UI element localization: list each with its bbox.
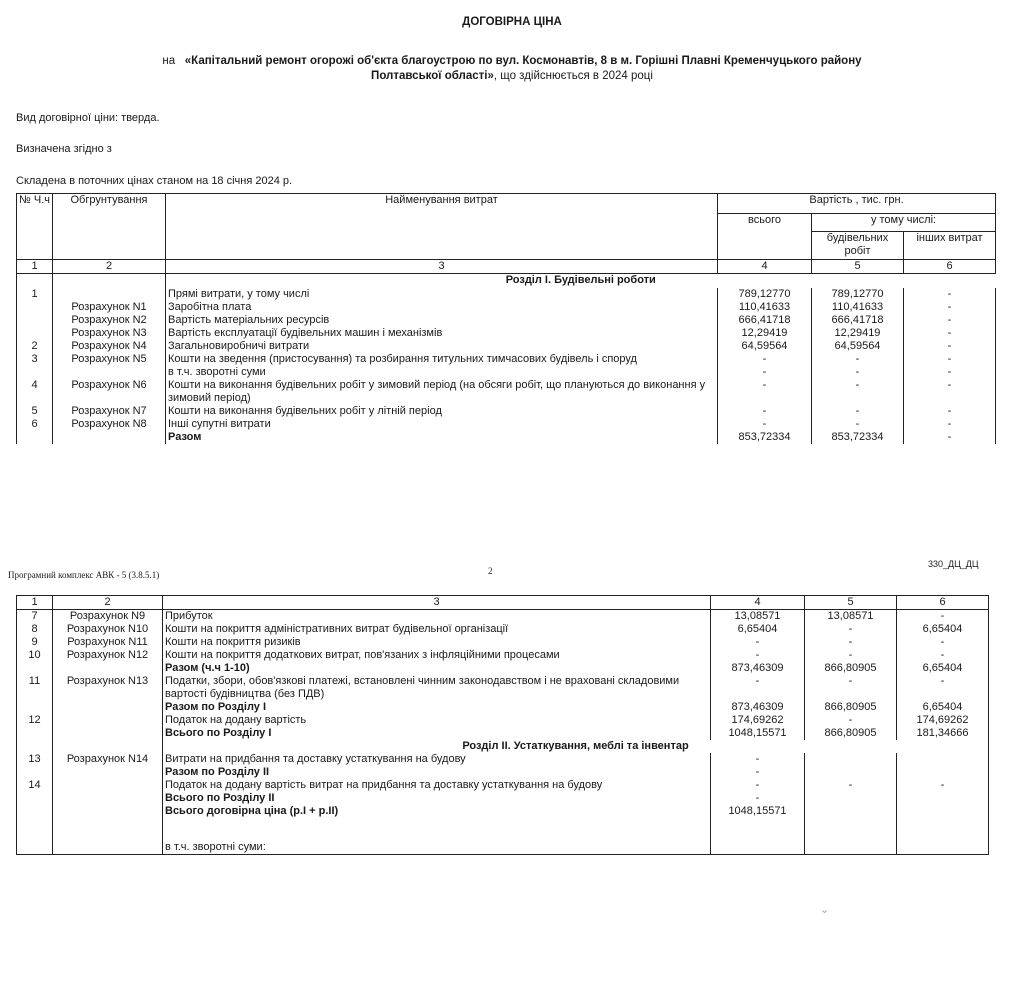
row-total: - (711, 753, 805, 766)
header-name: Найменування витрат (166, 194, 718, 260)
row-basis (53, 805, 163, 818)
row-construction: 13,08571 (805, 610, 897, 624)
row-other: - (904, 327, 996, 340)
row-total (711, 818, 805, 854)
row-other (897, 792, 989, 805)
row-construction: - (805, 779, 897, 792)
row-construction: - (805, 714, 897, 727)
row-total: - (718, 353, 812, 366)
row-basis (53, 366, 166, 379)
row-other: - (904, 301, 996, 314)
row-other (897, 766, 989, 779)
table-row (17, 379, 996, 405)
row-name: Заробітна плата (166, 301, 718, 314)
table-row (17, 340, 996, 353)
cost-table-part1 (16, 193, 996, 444)
row-basis (53, 662, 163, 675)
table-row (17, 327, 996, 340)
row-number (17, 792, 53, 805)
row-other (897, 753, 989, 766)
row-name: Податки, збори, обов'язкові платежі, встановлені чинним законодавством і не враховані складовими вартості будівництва (без ПДВ) (163, 675, 711, 701)
row-construction: 110,41633 (812, 301, 904, 314)
row-construction: - (805, 623, 897, 636)
row-name: Разом по Розділу II (163, 766, 711, 779)
row-construction (805, 818, 897, 854)
row-construction (805, 766, 897, 779)
header-basis: Обгрунтування (53, 194, 166, 260)
row-number (17, 727, 53, 740)
row-other (897, 818, 989, 854)
row-other: - (897, 675, 989, 701)
row-construction: 866,80905 (805, 701, 897, 714)
row-basis: Розрахунок N11 (53, 636, 163, 649)
row-basis (53, 766, 163, 779)
table-row (17, 662, 989, 675)
row-number: 9 (17, 636, 53, 649)
row-name: Разом (166, 431, 718, 444)
document-title: ДОГОВІРНА ЦІНА (462, 16, 562, 28)
row-total: - (711, 792, 805, 805)
row-basis (53, 792, 163, 805)
row-name: в т.ч. зворотні суми (166, 366, 718, 379)
row-construction: 666,41718 (812, 314, 904, 327)
row-number: 14 (17, 779, 53, 792)
header-total: всього (718, 214, 812, 260)
subtitle-suffix: , що здійснюється в 2024 році (493, 70, 653, 82)
row-construction: 64,59564 (812, 340, 904, 353)
row-total: 853,72334 (718, 431, 812, 444)
row-other: - (904, 366, 996, 379)
row-construction: - (812, 418, 904, 431)
row-other: - (897, 636, 989, 649)
row-basis: Розрахунок N6 (53, 379, 166, 405)
table-row (17, 431, 996, 444)
row-basis: Розрахунок N2 (53, 314, 166, 327)
row-other: - (904, 340, 996, 353)
table-row (17, 301, 996, 314)
row-basis: Розрахунок N9 (53, 610, 163, 624)
row-total: 873,46309 (711, 701, 805, 714)
row-total: 64,59564 (718, 340, 812, 353)
table-row (17, 636, 989, 649)
table-row (17, 727, 989, 740)
price-type: Вид договірної ціни: тверда. (16, 112, 160, 124)
row-name: Кошти на виконання будівельних робіт у літній період (166, 405, 718, 418)
row-construction: 866,80905 (805, 727, 897, 740)
table-row (17, 366, 996, 379)
row-number (17, 805, 53, 818)
compiled-date: Складена в поточних цінах станом на 18 січня 2024 р. (16, 175, 293, 187)
row-construction (805, 753, 897, 766)
subtitle-object-line1: «Капітальний ремонт огорожі об'єкта благоустрою по вул. Космонавтів, 8 в м. Горішні Плавні Кременчуцького району (184, 55, 862, 67)
row-basis: Розрахунок N10 (53, 623, 163, 636)
row-total: - (711, 636, 805, 649)
section-2-title: Розділ II. Устаткування, меблі та інвентар (163, 740, 989, 753)
row-total: - (711, 649, 805, 662)
row-construction: 866,80905 (805, 662, 897, 675)
row-construction: - (812, 405, 904, 418)
row-total: 666,41718 (718, 314, 812, 327)
cost-table-part2 (16, 595, 989, 855)
row-number (17, 701, 53, 714)
row-other: 174,69262 (897, 714, 989, 727)
row-basis (53, 288, 166, 301)
row-total: - (718, 418, 812, 431)
table-row (17, 714, 989, 727)
row-construction (805, 805, 897, 818)
table-row (17, 418, 996, 431)
table-row (17, 623, 989, 636)
row-construction: 789,12770 (812, 288, 904, 301)
row-construction: - (805, 636, 897, 649)
row-number: 13 (17, 753, 53, 766)
header-other: інших витрат (904, 232, 996, 260)
row-basis (53, 431, 166, 444)
row-number: 12 (17, 714, 53, 727)
row-total: 1048,15571 (711, 727, 805, 740)
row-basis (53, 701, 163, 714)
col-number-5: 5 (812, 260, 904, 274)
row-basis: Розрахунок N4 (53, 340, 166, 353)
row-number: 8 (17, 623, 53, 636)
header-construction: будівельних робіт (812, 232, 904, 260)
row-other: 6,65404 (897, 701, 989, 714)
table-row (17, 610, 989, 624)
header-incl: у тому числі: (812, 214, 996, 232)
row-name: Податок на додану вартість (163, 714, 711, 727)
row-construction: - (812, 366, 904, 379)
table-row (17, 701, 989, 714)
determined-by: Визначена згідно з (16, 143, 112, 155)
row-total: - (711, 766, 805, 779)
row-other: - (904, 314, 996, 327)
row-total: - (711, 675, 805, 701)
table-row (17, 779, 989, 792)
table-row (17, 675, 989, 701)
section-1-title: Розділ I. Будівельні роботи (166, 274, 996, 288)
row-construction: 853,72334 (812, 431, 904, 444)
row-name: Всього по Розділу II (163, 792, 711, 805)
row-basis: Розрахунок N5 (53, 353, 166, 366)
row-total: 13,08571 (711, 610, 805, 624)
row-other: - (897, 779, 989, 792)
row-number (17, 366, 53, 379)
row-name: Прямі витрати, у тому числі (166, 288, 718, 301)
row-basis: Розрахунок N7 (53, 405, 166, 418)
row-total: - (718, 366, 812, 379)
row-name: Разом (ч.ч 1-10) (163, 662, 711, 675)
row-number: 3 (17, 353, 53, 366)
table-row (17, 805, 989, 818)
table-row (17, 792, 989, 805)
col-number-4-p2: 4 (711, 596, 805, 610)
row-construction (805, 792, 897, 805)
row-total: 6,65404 (711, 623, 805, 636)
document-code: 330_ДЦ_ДЦ (928, 559, 979, 569)
row-name: Кошти на зведення (пристосування) та розбирання титульних тимчасових будівель і споруд (166, 353, 718, 366)
row-construction: - (812, 353, 904, 366)
table-row (17, 753, 989, 766)
row-number (17, 314, 53, 327)
table-row (17, 818, 989, 854)
row-other: - (904, 288, 996, 301)
col-number-4: 4 (718, 260, 812, 274)
row-name: Прибуток (163, 610, 711, 624)
row-basis: Розрахунок N12 (53, 649, 163, 662)
subtitle-object-line2: Полтавської області» (371, 70, 494, 82)
col-number-3: 3 (166, 260, 718, 274)
row-other: - (904, 353, 996, 366)
row-total: - (718, 405, 812, 418)
row-name: Всього по Розділу I (163, 727, 711, 740)
row-name: Кошти на покриття адміністративних витрат будівельної організації (163, 623, 711, 636)
row-name: Інші супутні витрати (166, 418, 718, 431)
row-basis: Розрахунок N1 (53, 301, 166, 314)
row-basis: Розрахунок N8 (53, 418, 166, 431)
table-row (17, 405, 996, 418)
row-basis: Розрахунок N13 (53, 675, 163, 701)
row-total: - (711, 779, 805, 792)
col-number-1: 1 (17, 260, 53, 274)
row-total: 1048,15571 (711, 805, 805, 818)
row-name: Загальновиробничі витрати (166, 340, 718, 353)
table-row (17, 314, 996, 327)
col-number-5-p2: 5 (805, 596, 897, 610)
header-cost: Вартість , тис. грн. (718, 194, 996, 214)
row-basis (53, 779, 163, 792)
row-number: 7 (17, 610, 53, 624)
row-other: - (897, 610, 989, 624)
page-number: 2 (488, 566, 493, 576)
row-basis: Розрахунок N14 (53, 753, 163, 766)
row-other: - (904, 405, 996, 418)
row-number (17, 327, 53, 340)
row-number (17, 301, 53, 314)
row-other: - (904, 418, 996, 431)
row-other: - (904, 379, 996, 405)
subtitle-prefix: на (162, 55, 176, 67)
document-subtitle (0, 54, 1024, 84)
row-construction: 12,29419 (812, 327, 904, 340)
row-total: 174,69262 (711, 714, 805, 727)
row-number: 2 (17, 340, 53, 353)
row-number: 1 (17, 288, 53, 301)
row-number: 5 (17, 405, 53, 418)
row-name: Витрати на придбання та доставку устаткування на будову (163, 753, 711, 766)
row-name: Всього договірна ціна (р.I + р.II) (163, 805, 711, 818)
col-number-3-p2: 3 (163, 596, 711, 610)
row-total: 873,46309 (711, 662, 805, 675)
table-row (17, 353, 996, 366)
row-basis (53, 714, 163, 727)
row-number (17, 818, 53, 854)
row-construction: - (812, 379, 904, 405)
row-construction: - (805, 649, 897, 662)
table-row (17, 766, 989, 779)
row-name: Кошти на покриття додаткових витрат, пов'язаних з інфляційними процесами (163, 649, 711, 662)
row-name: Вартість експлуатації будівельних машин і механізмів (166, 327, 718, 340)
row-number: 4 (17, 379, 53, 405)
pen-mark: ⌄ (820, 904, 830, 916)
row-basis: Розрахунок N3 (53, 327, 166, 340)
row-other (897, 805, 989, 818)
row-name: Кошти на виконання будівельних робіт у зимовий період (на обсяги робіт, що плануються до виконання у зимовий період) (166, 379, 718, 405)
col-number-2: 2 (53, 260, 166, 274)
row-other: 6,65404 (897, 662, 989, 675)
row-total: 789,12770 (718, 288, 812, 301)
table-row (17, 649, 989, 662)
row-other: 6,65404 (897, 623, 989, 636)
row-name: в т.ч. зворотні суми: (163, 818, 711, 854)
row-total: 110,41633 (718, 301, 812, 314)
row-basis (53, 727, 163, 740)
row-number: 6 (17, 418, 53, 431)
program-info: Програмний комплекс АВК - 5 (3.8.5.1) (8, 570, 160, 580)
col-number-1-p2: 1 (17, 596, 53, 610)
row-number: 10 (17, 649, 53, 662)
row-basis (53, 818, 163, 854)
row-other: - (897, 649, 989, 662)
row-total: 12,29419 (718, 327, 812, 340)
header-number: № Ч.ч (17, 194, 53, 260)
row-number (17, 766, 53, 779)
row-number (17, 431, 53, 444)
col-number-2-p2: 2 (53, 596, 163, 610)
row-name: Вартість матеріальних ресурсів (166, 314, 718, 327)
row-name: Разом по Розділу I (163, 701, 711, 714)
row-other: - (904, 431, 996, 444)
row-name: Кошти на покриття ризиків (163, 636, 711, 649)
col-number-6-p2: 6 (897, 596, 989, 610)
row-other: 181,34666 (897, 727, 989, 740)
row-construction: - (805, 675, 897, 701)
row-total: - (718, 379, 812, 405)
row-name: Податок на додану вартість витрат на придбання та доставку устаткування на будову (163, 779, 711, 792)
section-row (17, 740, 989, 753)
col-number-6: 6 (904, 260, 996, 274)
table-row (17, 288, 996, 301)
row-number: 11 (17, 675, 53, 701)
row-number (17, 662, 53, 675)
